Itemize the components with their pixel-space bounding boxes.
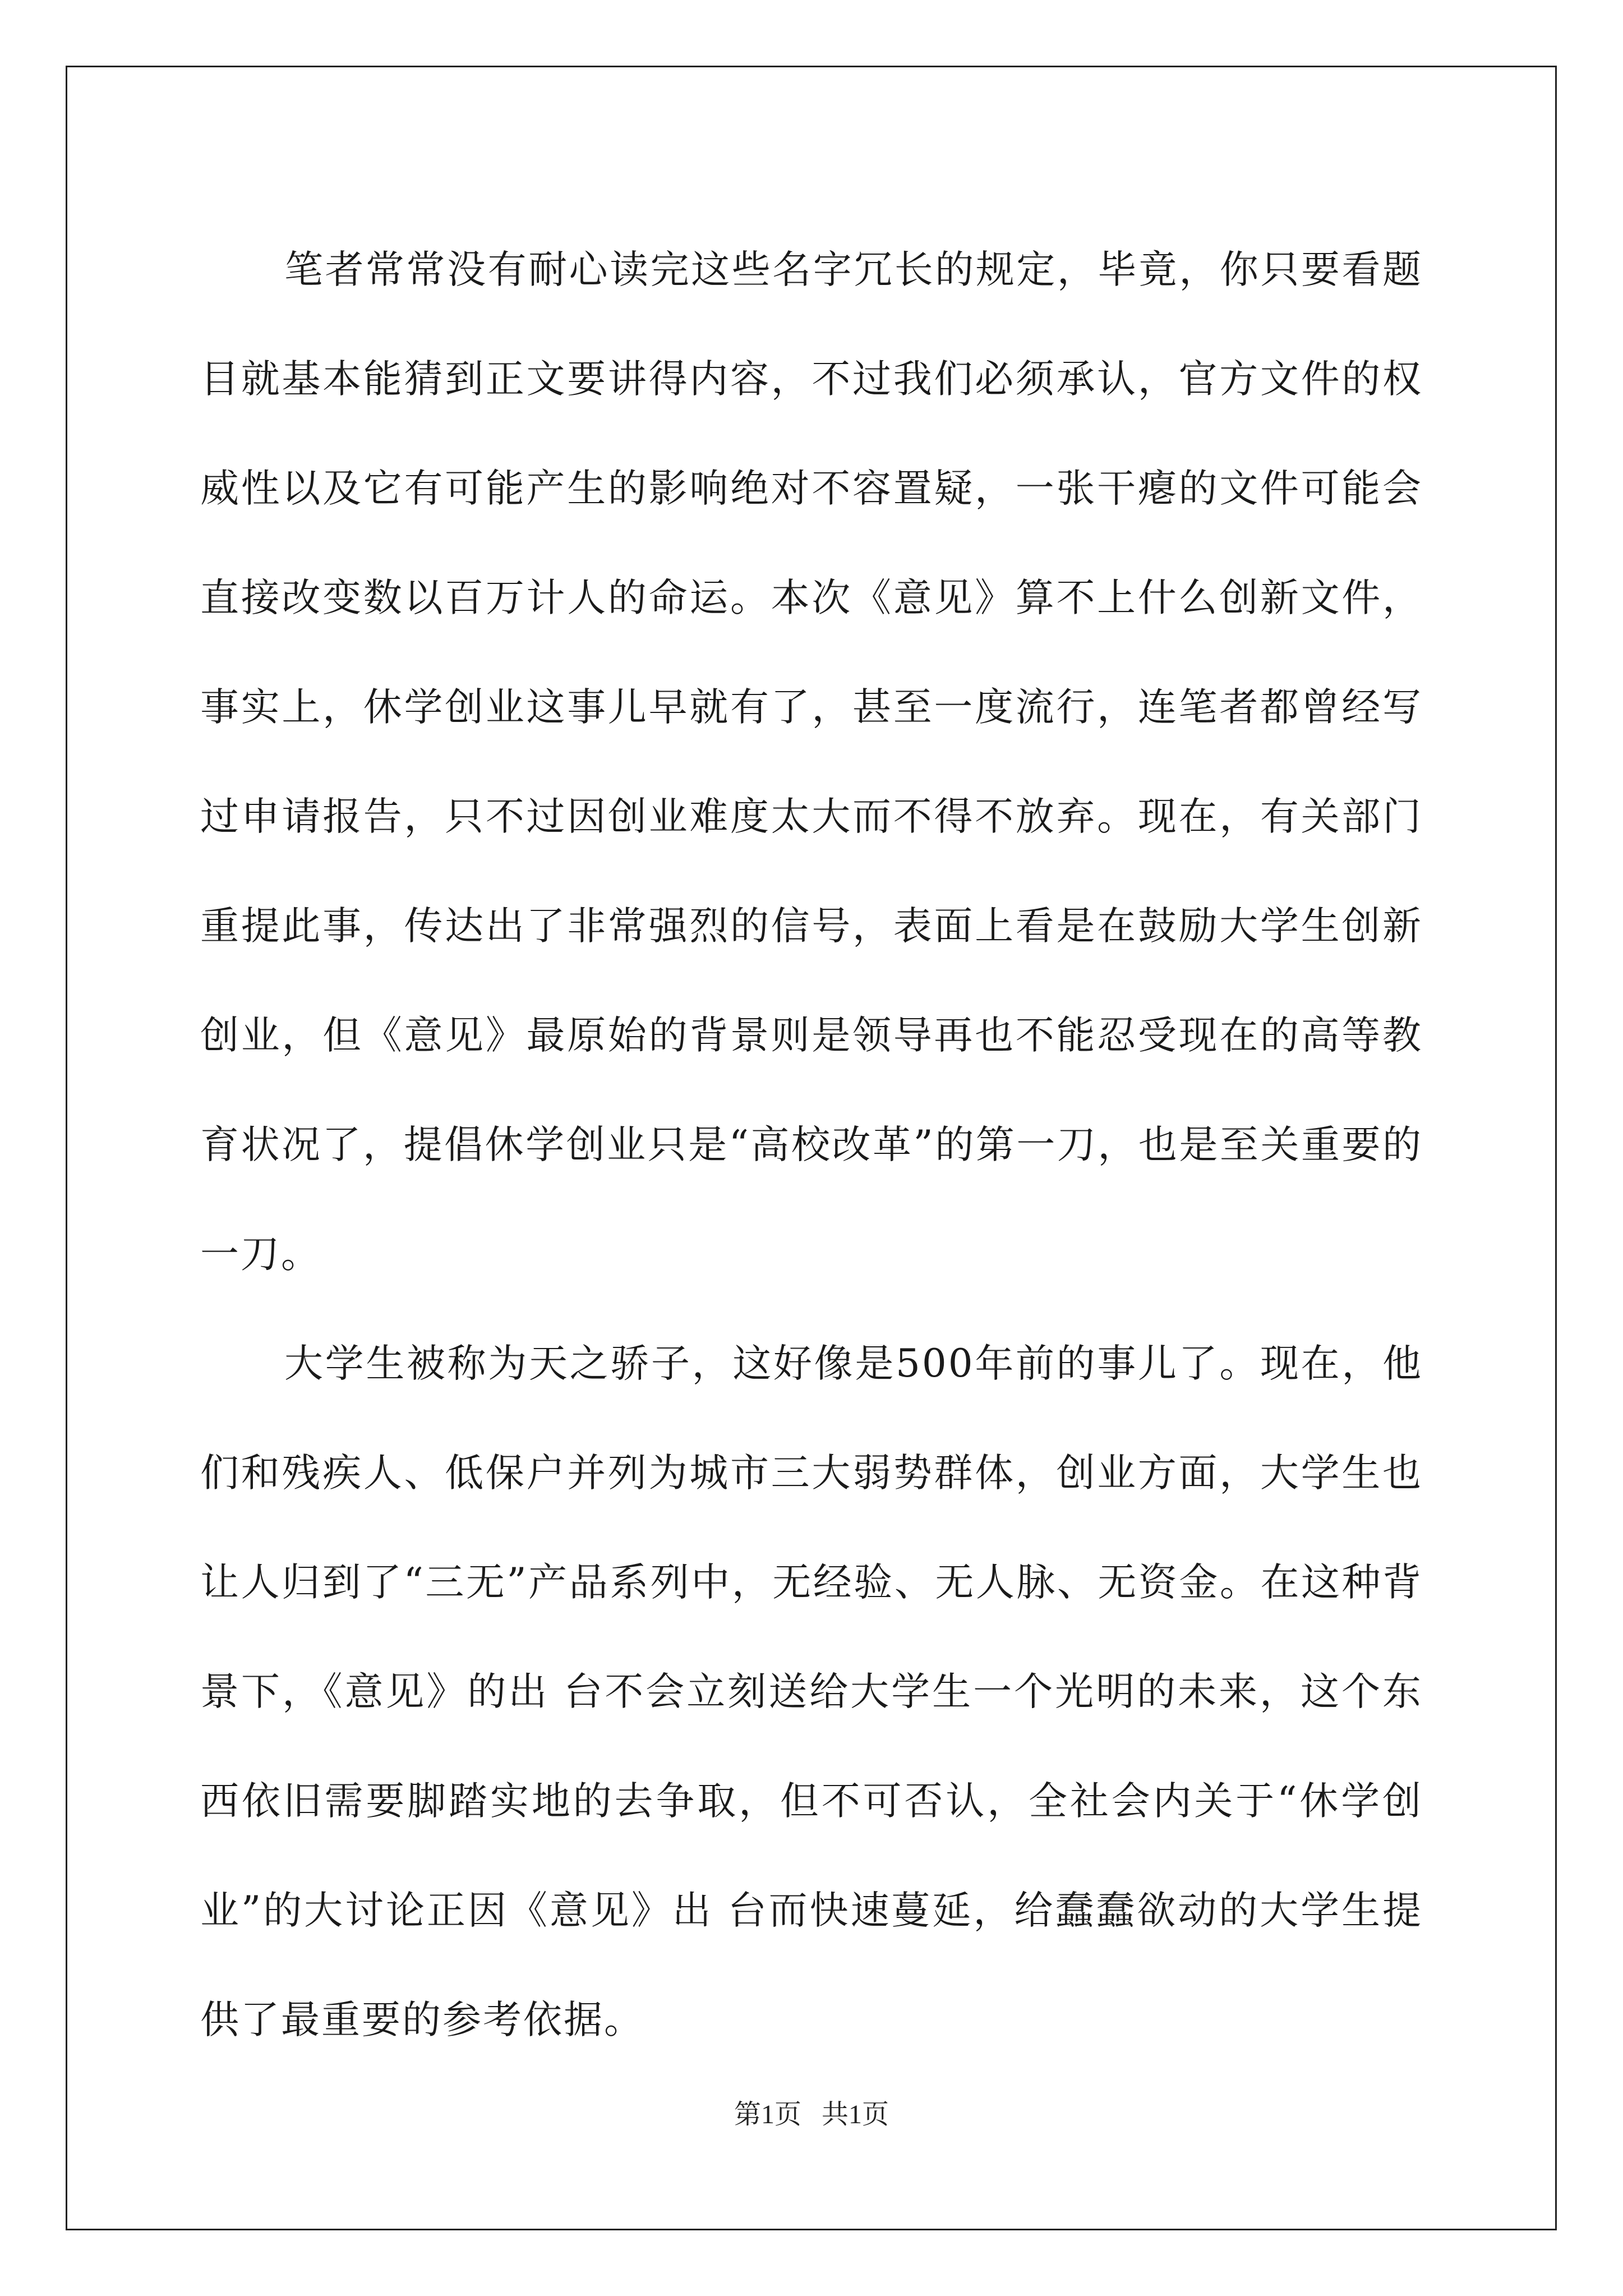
paragraph-1: 笔者常常没有耐心读完这些名字冗长的规定，毕竟，你只要看题目就基本能猜到正文要讲得内容，不过我们必须承认，官方文件的权威性以及它有可能产生的影响绝对不容置疑，一张干瘪的文件可能会直接改变数以百万计人的命运。本次《意见》算不上什么创新文件，事实上，休学创业这事儿早就有了，甚至一度流行，连笔者都曾经写过申请报告，只不过因创业难度太大而不得不放弃。现在，有关部门重提此事，传达出了非常强烈的信号，表面上看是在鼓励大学生创新创业，但《意见》最原始的背景则是领导再也不能忍受现在的高等教育状况了，提倡休学创业只是“高校改革”的第一刀，也是至关重要的一刀。 <box>200 247 1423 1277</box>
paragraph-2: 大学生被称为天之骄子，这好像是500年前的事儿了。现在，他们和残疾人、低保户并列为城市三大弱势群体，创业方面，大学生也让人归到了“三无”产品系列中，无经验、无人脉、无资金。在这种背景下，《意见》的出 台不会立刻送给大学生一个光明的未来，这个东西依旧需要脚踏实地的去争取，但不可否认，全社会内关于“休学创业”的大讨论正因《意见》出 台而快速蔓延，给蠢蠢欲动的大学生提供了最重要的参考依据。 <box>200 1341 1423 2042</box>
page-number-footer: 第1页 共1页 <box>734 2100 889 2129</box>
document-body <box>200 215 1423 2075</box>
